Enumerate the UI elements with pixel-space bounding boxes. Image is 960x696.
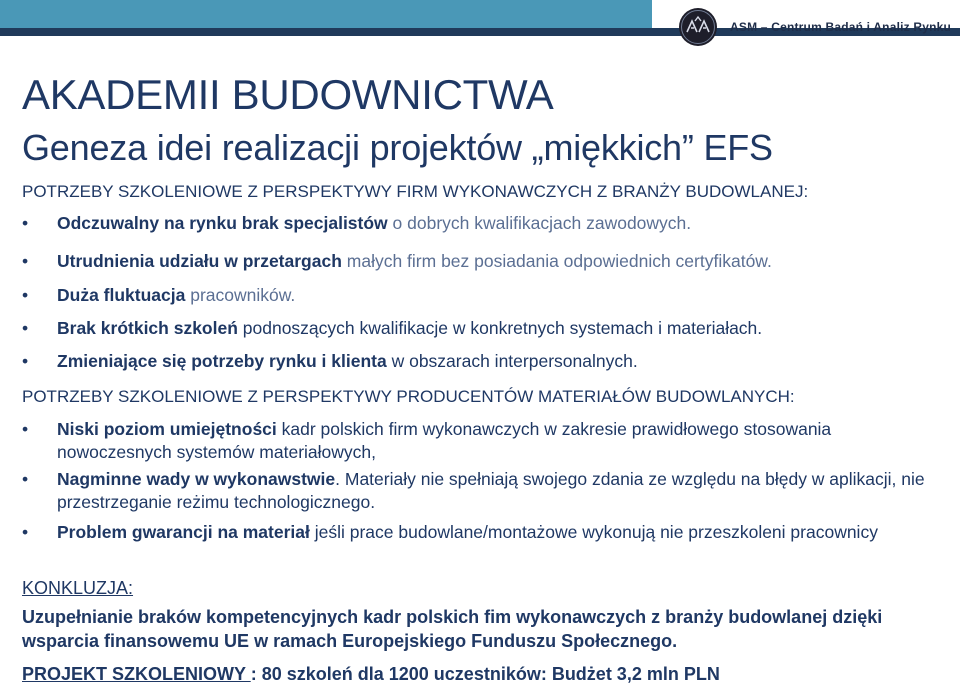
item-emphasis: Niski poziom umiejętności: [57, 419, 277, 439]
list-item: [22, 418, 942, 464]
bullet-icon: •: [22, 285, 29, 305]
project-label: PROJEKT SZKOLENIOWY: [22, 664, 251, 684]
conclusion-label: KONKLUZJA:: [22, 578, 134, 598]
page-title: AKADEMII BUDOWNICTWA: [22, 71, 554, 118]
item-emphasis: Zmieniające się potrzeby rynku i klienta: [57, 351, 387, 371]
list-item: [22, 284, 942, 307]
list-item: [22, 350, 942, 373]
item-text: pracowników.: [185, 285, 296, 305]
item-text: małych firm bez posiadania odpowiednich certyfikatów.: [341, 251, 772, 271]
item-emphasis: Brak krótkich szkoleń: [57, 318, 238, 338]
item-text: podnoszących kwalifikacje w konkretnych systemach i materiałach.: [237, 318, 763, 338]
item-text: kadr polskich firm wykonawczych w zakresie prawidłowego stosowania nowoczesnych systemów materiałowych,: [57, 419, 832, 462]
project-summary: [22, 662, 952, 686]
item-emphasis: Utrudnienia udziału w przetargach: [57, 251, 342, 271]
brand-name: ASM – Centrum Badań i Analiz Rynku: [730, 20, 952, 34]
bullet-icon: •: [22, 213, 29, 233]
header-bar-accent: [0, 0, 652, 28]
item-text: . Materiały nie spełniają swojego zdania ze względu na błędy w aplikacji, nie przestrzeganie reżimu technologicznego.: [57, 469, 925, 512]
bullet-icon: •: [22, 469, 29, 489]
item-text: o dobrych kwalifikacjach zawodowych.: [387, 213, 692, 233]
list-item: [22, 521, 942, 544]
item-emphasis: Nagminne wady w wykonawstwie: [57, 469, 336, 489]
item-emphasis: Odczuwalny na rynku brak specjalistów: [57, 213, 388, 233]
section2-heading: POTRZEBY SZKOLENIOWE Z PERSPEKTYWY PRODUCENTÓW MATERIAŁÓW BUDOWLANYCH:: [22, 387, 795, 406]
bullet-icon: •: [22, 318, 29, 338]
list-item: [22, 212, 942, 235]
project-details: : 80 szkoleń dla 1200 uczestników: Budżet 3,2 mln PLN: [250, 664, 720, 684]
header-bar-underline: [0, 28, 652, 36]
bullet-icon: •: [22, 419, 29, 439]
page-subtitle: Geneza idei realizacji projektów „miękkich” EFS: [22, 127, 773, 168]
list-item: [22, 317, 942, 340]
bullet-icon: •: [22, 251, 29, 271]
asm-logo: [678, 7, 718, 47]
bullet-icon: •: [22, 522, 29, 542]
item-text: jeśli prace budowlane/montażowe wykonują nie przeszkoleni pracownicy: [309, 522, 878, 542]
list-item: [22, 468, 942, 514]
item-text: w obszarach interpersonalnych.: [386, 351, 638, 371]
conclusion-text: Uzupełnianie braków kompetencyjnych kadr polskich fim wykonawczych z branży budowlanej dzięki wsparcia finansowemu UE w ramach Europejskiego Funduszu Społecznego.: [22, 607, 883, 651]
bullet-icon: •: [22, 351, 29, 371]
item-emphasis: Duża fluktuacja: [57, 285, 186, 305]
item-emphasis: Problem gwarancji na materiał: [57, 522, 310, 542]
list-item: [22, 250, 942, 273]
section1-heading: POTRZEBY SZKOLENIOWE Z PERSPEKTYWY FIRM WYKONAWCZYCH Z BRANŻY BUDOWLANEJ:: [22, 182, 809, 201]
